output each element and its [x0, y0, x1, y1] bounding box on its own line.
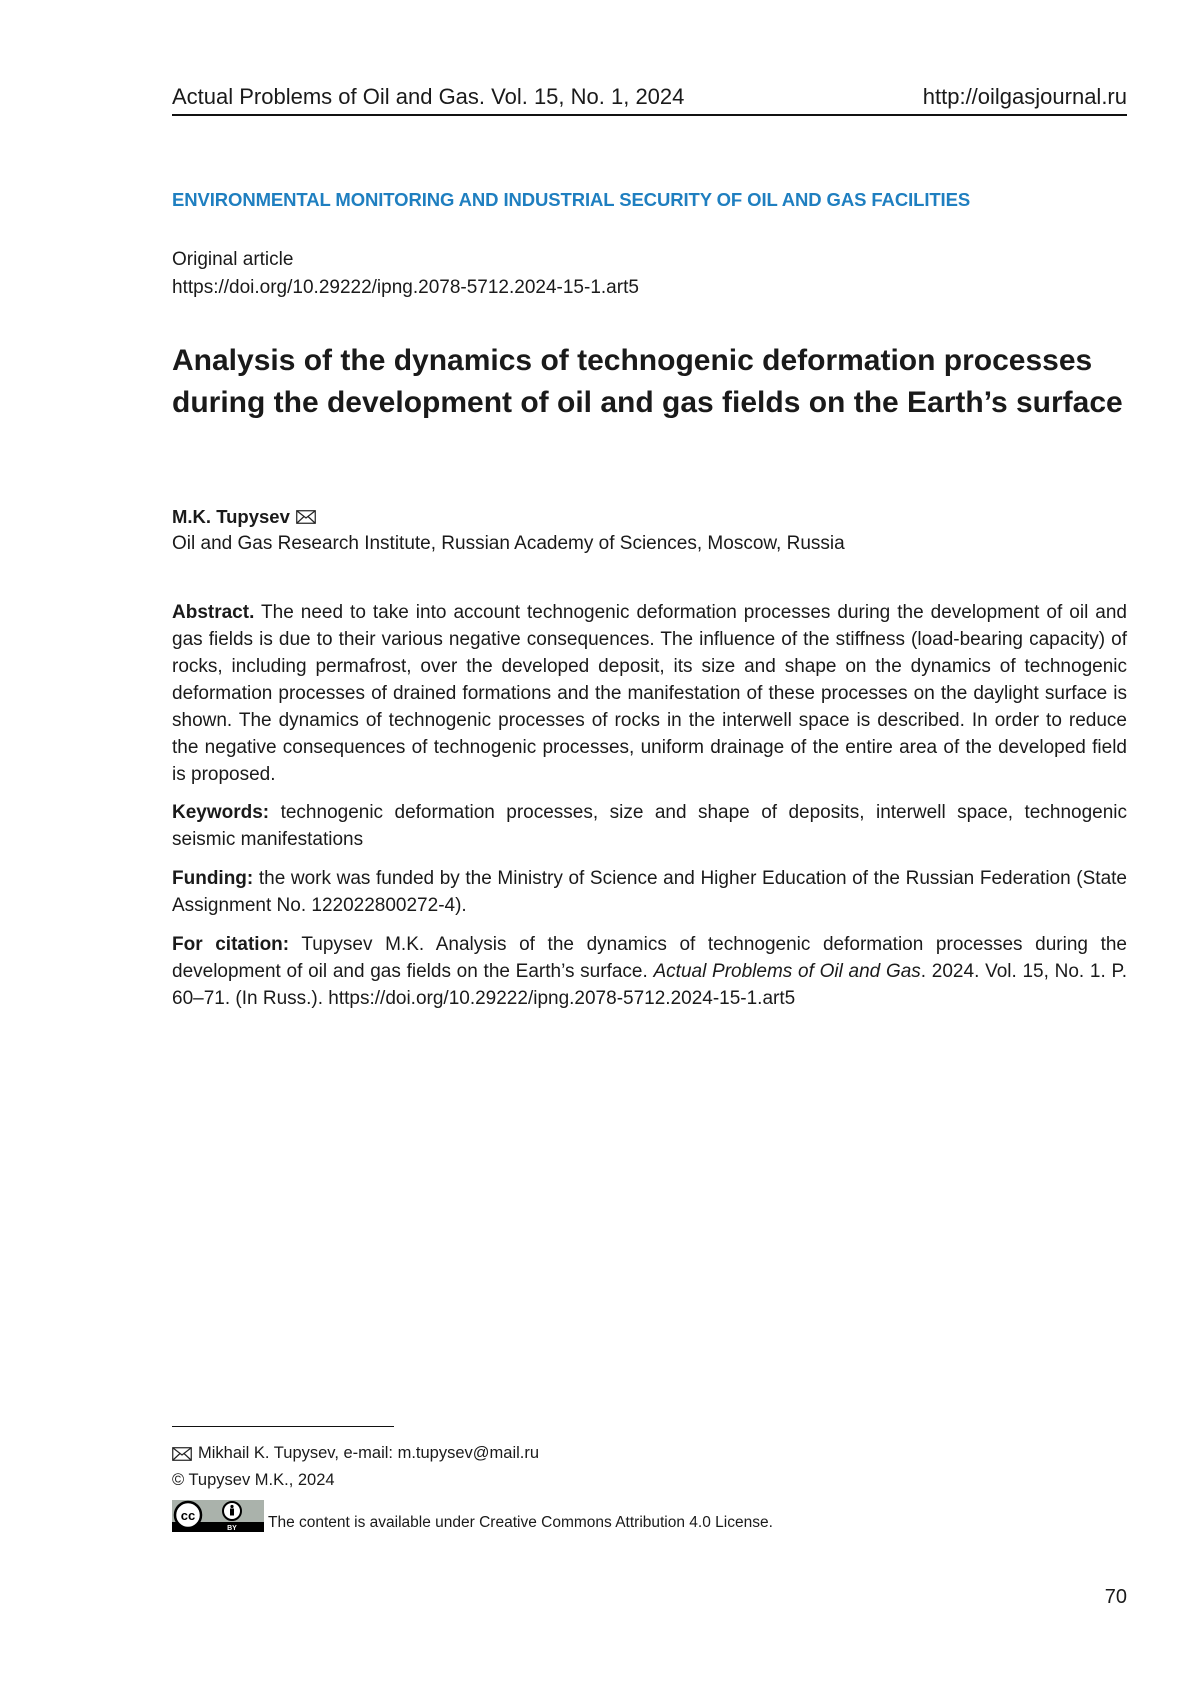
keywords — [172, 799, 1127, 853]
abstract-text: The need to take into account technogenic deformation processes during the development of oil and gas fields is due to their various negative consequences. The influence of the stiffness (load-bearing capacity) of rocks, including permafrost, over the developed deposit, its size and shape on the dynamics of technogenic deformation processes of drained formations and the manifestation of these processes on the daylight surface is shown. The dynamics of technogenic processes of rocks in the interwell space is described. In order to reduce the negative consequences of technogenic processes, uniform drainage of the entire area of the developed field is proposed. — [172, 602, 1127, 785]
envelope-icon[interactable] — [296, 510, 316, 524]
author-affiliation: Oil and Gas Research Institute, Russian Academy of Sciences, Moscow, Russia — [172, 533, 845, 554]
article-type: Original article — [172, 249, 294, 270]
abstract — [172, 599, 1127, 788]
citation-journal: Actual Problems of Oil and Gas — [653, 961, 921, 982]
footnote-divider — [172, 1426, 394, 1427]
running-header — [172, 84, 1127, 116]
keywords-text: technogenic deformation processes, size and shape of deposits, interwell space, technogenic seismic manifestations — [172, 802, 1127, 850]
article-meta — [172, 246, 639, 302]
license-line — [172, 1500, 773, 1532]
journal-url[interactable]: http://oilgasjournal.ru — [922, 84, 1127, 109]
contact-text: Mikhail K. Tupysev, e-mail: m.tupysev@mail.ru — [198, 1444, 540, 1462]
page-number: 70 — [1104, 1586, 1127, 1608]
journal-header: Actual Problems of Oil and Gas. Vol. 15, No. 1, 2024 — [172, 84, 685, 109]
keywords-label: Keywords: — [172, 802, 270, 823]
license-text: The content is available under Creative Commons Attribution 4.0 License. — [268, 1514, 773, 1531]
funding-text: the work was funded by the Ministry of Science and Higher Education of the Russian Federation (State Assignment No. 122022800272-4). — [172, 868, 1127, 916]
cc-by-license-icon[interactable] — [172, 1500, 264, 1532]
copyright: © Tupysev M.K., 2024 — [172, 1471, 335, 1489]
section-title: ENVIRONMENTAL MONITORING AND INDUSTRIAL SECURITY OF OIL AND GAS FACILITIES — [172, 189, 971, 210]
citation-label: For citation: — [172, 934, 290, 955]
by-badge-text: BY — [227, 1525, 237, 1532]
article-title: Analysis of the dynamics of technogenic deformation processes during the development of oil and gas fields on the Earth’s surface — [172, 344, 1123, 419]
cc-badge-text: cc — [180, 1508, 196, 1523]
funding-label: Funding: — [172, 868, 254, 889]
abstract-label: Abstract. — [172, 602, 255, 623]
citation-text-before: Tupysev M.K. Analysis of the dynamics of technogenic deformation processes during the development of oil and gas fields on the Earth’s surface. — [172, 934, 1127, 982]
envelope-icon — [172, 1447, 192, 1461]
citation-text-after: . 2024. Vol. 15, No. 1. P. 60–71. (In Russ.). https://doi.org/10.29222/ipng.2078-5712.2024-15-1.art5 — [172, 961, 1127, 1009]
author-name: M.K. Tupysev — [172, 506, 290, 527]
citation — [172, 931, 1127, 1012]
footnote-contact — [172, 1444, 539, 1463]
author-line — [172, 506, 316, 528]
funding — [172, 865, 1127, 919]
doi-link[interactable]: https://doi.org/10.29222/ipng.2078-5712.2024-15-1.art5 — [172, 277, 639, 298]
